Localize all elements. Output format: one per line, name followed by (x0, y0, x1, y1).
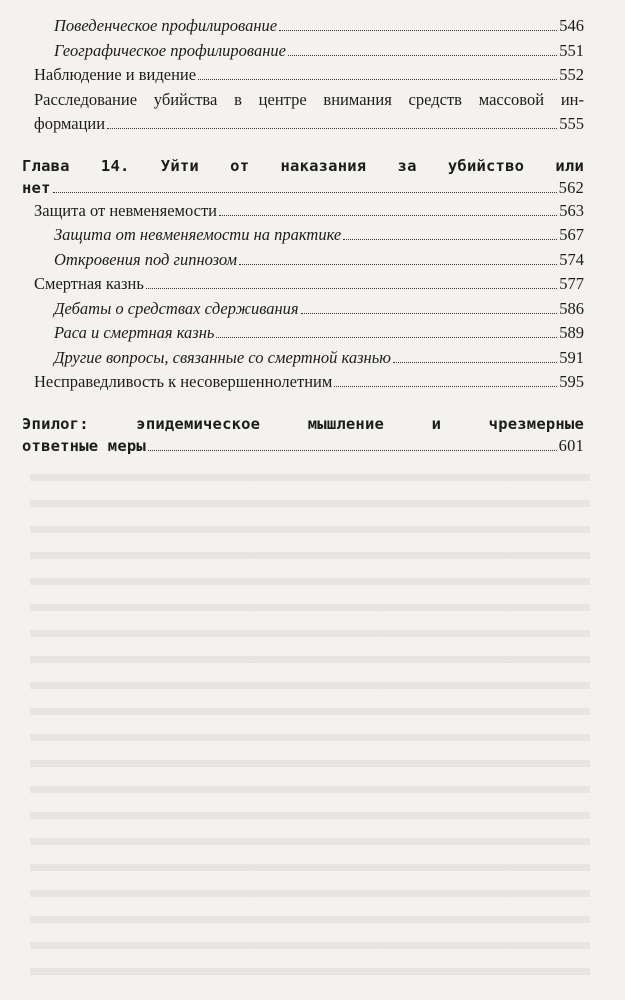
dot-leader (216, 337, 557, 338)
toc-page-number: 577 (559, 274, 584, 293)
epilogue-title-line2: ответные меры (22, 436, 146, 455)
toc-page-number: 562 (558, 177, 584, 197)
toc-page-number: 586 (559, 298, 584, 318)
dot-leader (393, 362, 557, 363)
toc-entry[interactable] (22, 88, 584, 137)
toc-entry[interactable] (22, 248, 584, 273)
toc-entry-label: Несправедливость к несовершеннолетним (34, 372, 333, 391)
toc-epilogue-heading[interactable] (22, 413, 584, 457)
toc-entry-label: Раса и смертная казнь (54, 323, 215, 342)
epilogue-title-line1: Эпилог: эпидемическое мышление и чрезмерные (22, 414, 584, 433)
toc-entry[interactable] (22, 297, 584, 322)
dot-leader (219, 215, 557, 216)
dot-leader (146, 288, 557, 289)
table-of-contents (22, 14, 584, 457)
dot-leader (239, 264, 557, 265)
toc-page-number: 591 (559, 347, 584, 367)
toc-entry-label: Откровения под гипнозом (54, 249, 238, 269)
toc-entry-label: Дебаты о средствах сдерживания (54, 298, 299, 318)
chapter-title-line1: Глава 14. Уйти от наказания за убийство или (22, 156, 584, 175)
dot-leader (107, 128, 557, 129)
toc-page-number: 601 (558, 435, 584, 455)
toc-entry-label-line1: Расследование убийства в центре внимания средств массовой ин- (34, 89, 584, 109)
toc-entry[interactable] (22, 223, 584, 248)
toc-entry[interactable] (22, 14, 584, 39)
toc-entry-label: Наблюдение и видение (34, 65, 197, 84)
toc-entry-label: Защита от невменяемости (34, 200, 217, 220)
dot-leader (343, 239, 557, 240)
toc-page-number: 552 (559, 65, 584, 84)
toc-entry[interactable] (22, 272, 584, 297)
toc-page-number: 567 (559, 225, 584, 244)
toc-entry-label-line2: формации (34, 114, 106, 133)
toc-entry[interactable] (22, 346, 584, 371)
toc-page-number: 563 (559, 200, 584, 220)
toc-page-number: 551 (559, 40, 584, 60)
dot-leader (334, 386, 557, 387)
toc-page-number: 546 (559, 16, 584, 35)
toc-page-number: 595 (559, 372, 584, 391)
dot-leader (198, 79, 557, 80)
toc-entry[interactable] (22, 63, 584, 88)
toc-page-number: 574 (559, 249, 584, 269)
toc-entry-label: Смертная казнь (34, 274, 144, 293)
dot-leader (148, 450, 557, 451)
toc-entry-label: Поведенческое профилирование (54, 16, 278, 35)
toc-entry[interactable] (22, 321, 584, 346)
toc-entry[interactable] (22, 370, 584, 395)
bleed-through-text (30, 460, 590, 980)
toc-entry[interactable] (22, 199, 584, 224)
toc-entry-label: Другие вопросы, связанные со смертной казнью (54, 347, 391, 367)
toc-entry[interactable] (22, 39, 584, 64)
toc-page-number: 589 (559, 323, 584, 342)
chapter-title-line2: нет (22, 178, 51, 197)
dot-leader (301, 313, 558, 314)
dot-leader (279, 30, 557, 31)
toc-entry-label: Географическое профилирование (54, 40, 286, 60)
toc-page-number: 555 (559, 114, 584, 133)
toc-entry-label: Защита от невменяемости на практике (54, 225, 342, 244)
dot-leader (288, 55, 557, 56)
toc-chapter-heading[interactable] (22, 155, 584, 199)
dot-leader (53, 192, 557, 193)
